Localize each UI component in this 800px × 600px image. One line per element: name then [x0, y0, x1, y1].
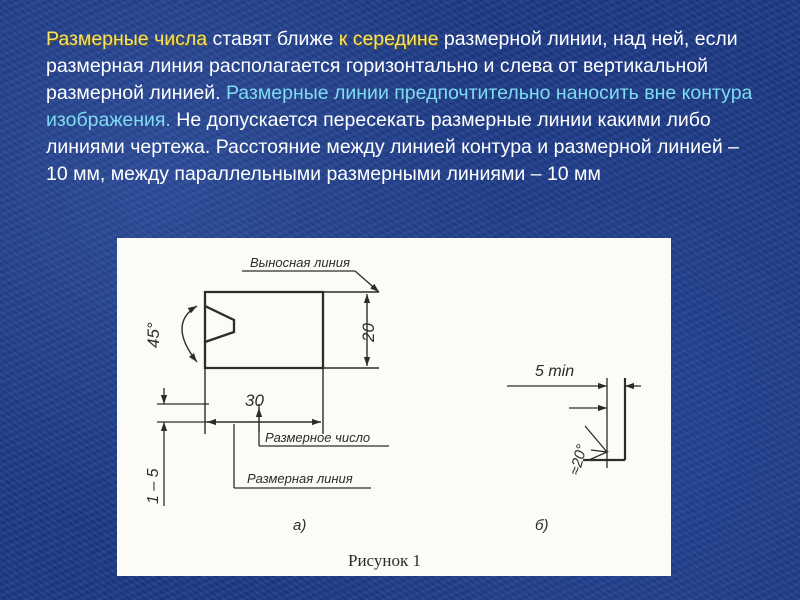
paragraph-text-2: размерной линии, над ней, если размерная линия располагается горизонтально и слева от вертикальной размерной линией. [46, 28, 738, 104]
technical-drawing [117, 238, 671, 576]
dimension-offset-text: 1 – 5 [145, 468, 162, 504]
paragraph-text-3: Не допускается пересекать размерные линии какими либо линиями чертежа. Расстояние между линией контура и размерной линией – 10 мм, между параллельными размерными линиями – 10 мм [46, 109, 739, 185]
figure-panel [117, 238, 671, 576]
label-dimension-line: Размерная линия [247, 471, 353, 486]
callout-leader-extension [355, 271, 379, 292]
paragraph-text-1: ставят ближе [207, 28, 339, 50]
part-outline [205, 292, 323, 368]
label-dimension-number: Размерное число [265, 430, 371, 445]
sublabel-a: а) [293, 517, 307, 534]
term-dimension-numbers: Размерные числа [46, 28, 208, 50]
description-paragraph [46, 26, 766, 188]
sublabel-b: б) [535, 517, 549, 534]
term-to-middle: к середине [338, 28, 439, 50]
dimension-min-spacing-text: 5 min [535, 363, 575, 380]
dimension-arrow-angle-text: ≈20° [566, 442, 591, 478]
dimension-angle-text: 45° [144, 322, 163, 348]
dimension-height-text: 20 [359, 323, 378, 342]
dimension-width-text: 30 [245, 391, 264, 410]
label-extension-line: Выносная линия [250, 255, 350, 270]
dimension-arc-angle [182, 306, 197, 362]
figure-caption: Рисунок 1 [348, 551, 421, 570]
highlight-dimension-lines: Размерные линии предпочтительно наносить вне контура изображения. [46, 82, 753, 131]
